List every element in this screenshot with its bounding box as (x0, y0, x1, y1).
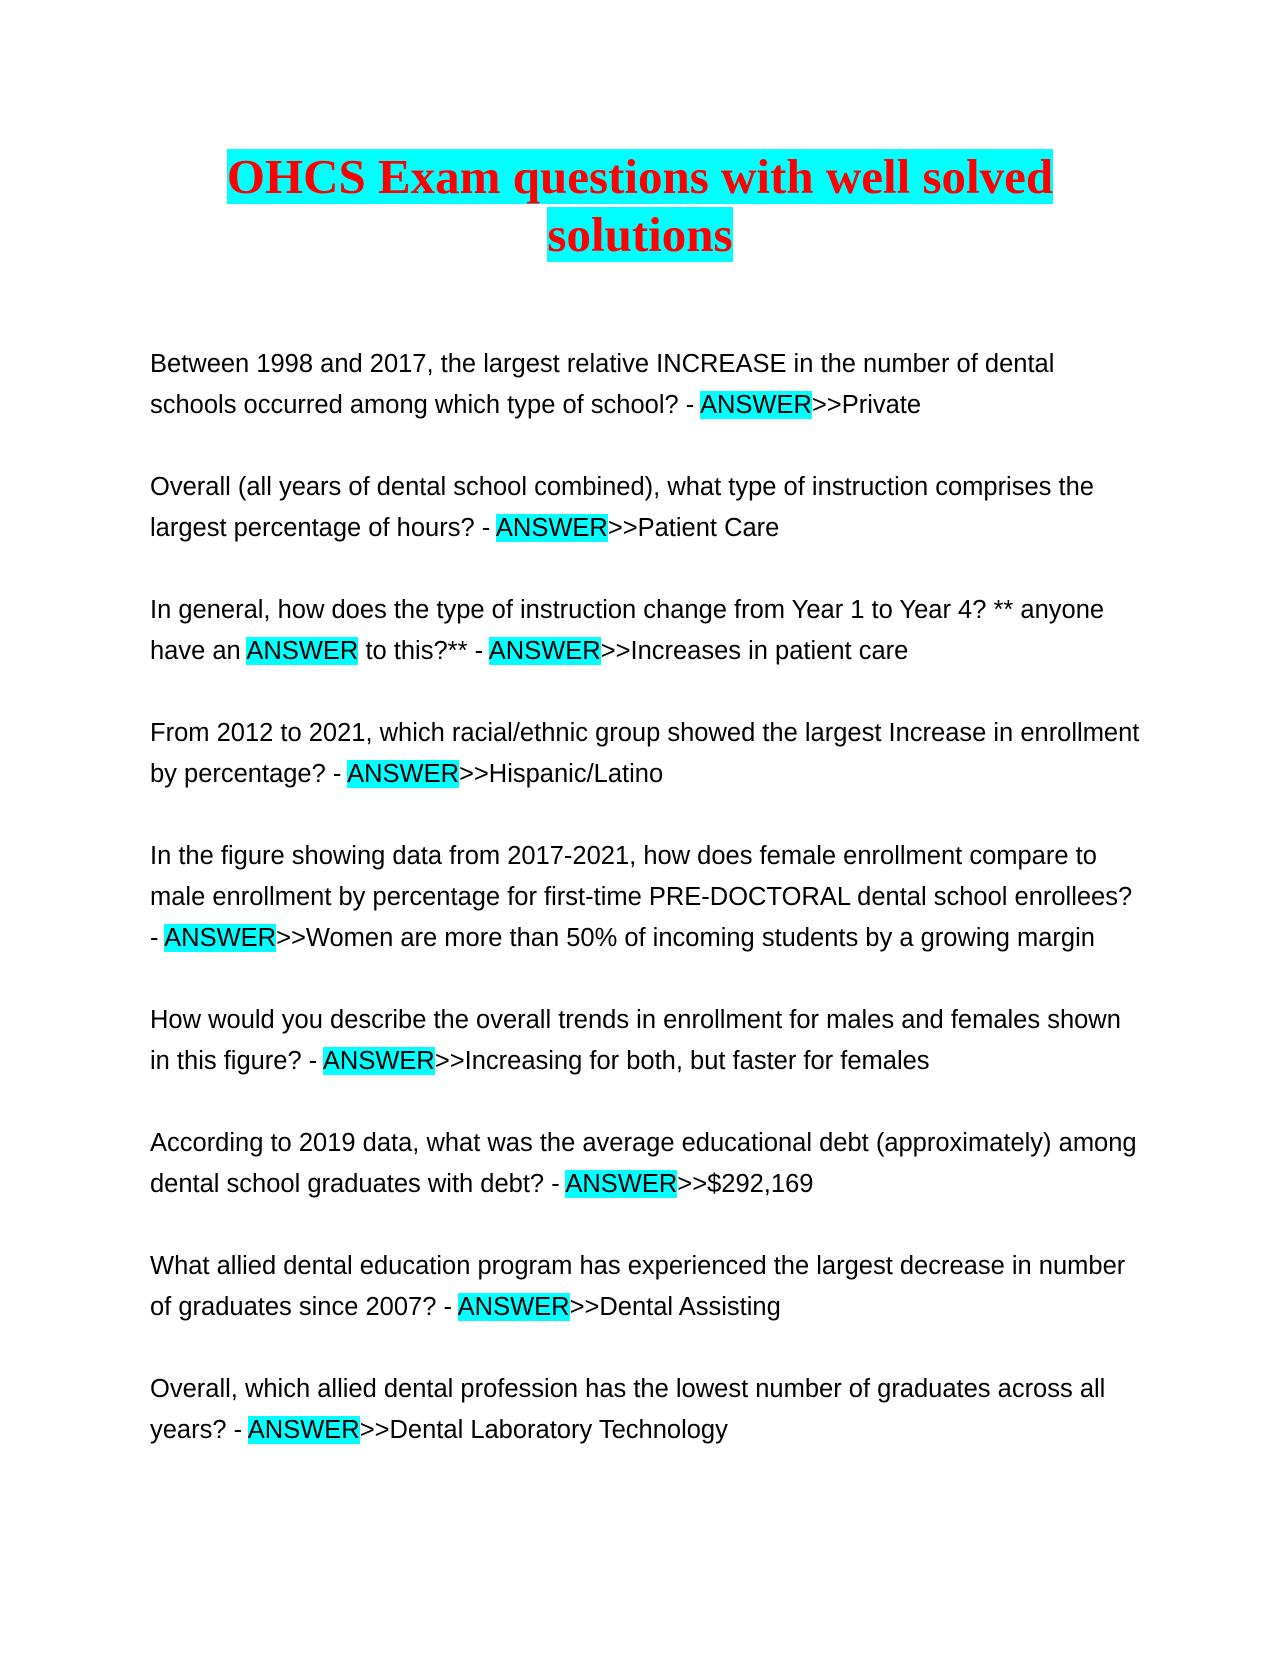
answer-label: ANSWER (347, 760, 459, 788)
answer-label: ANSWER (322, 1047, 435, 1075)
answer-text: >>$292,169 (677, 1170, 814, 1198)
answer-text: >>Private (811, 391, 922, 419)
qa-item (150, 1000, 1140, 1082)
document-title (120, 148, 1160, 264)
answer-label: ANSWER (495, 514, 608, 542)
qa-item (150, 1369, 1140, 1451)
question-text: From 2012 to 2021, which racial/ethnic group showed the largest Increase in enrollment by percentage? - (150, 719, 1140, 788)
question-text: Overall (all years of dental school combined), what type of instruction comprises the largest percentage of hours? - (150, 473, 1094, 542)
question-highlight: ANSWER (246, 637, 359, 665)
answer-label: ANSWER (457, 1293, 570, 1321)
question-text: According to 2019 data, what was the average educational debt (approximately) among dental school graduates with debt? - (150, 1129, 1137, 1198)
question-text: Overall, which allied dental profession has the lowest number of graduates across all years? - (150, 1375, 1106, 1444)
answer-text: >>Increases in patient care (600, 637, 909, 665)
question-text: Between 1998 and 2017, the largest relative INCREASE in the number of dental schools occurred among which type of school? - (150, 350, 1055, 419)
title-line-1: OHCS Exam questions with well solved (226, 149, 1054, 204)
question-text: In general, how does the type of instruction change from Year 1 to Year 4? ** anyone have an (150, 596, 1105, 665)
qa-list (150, 344, 1140, 1492)
qa-item (150, 590, 1140, 672)
answer-text: >>Women are more than 50% of incoming students by a growing margin (276, 924, 1095, 952)
answer-text: >>Patient Care (607, 514, 780, 542)
qa-item (150, 1123, 1140, 1205)
answer-label: ANSWER (164, 924, 277, 952)
answer-text: >>Increasing for both, but faster for females (434, 1047, 930, 1075)
question-text: What allied dental education program has experienced the largest decrease in number of graduates since 2007? - (150, 1252, 1126, 1321)
qa-item (150, 1246, 1140, 1328)
answer-label: ANSWER (247, 1416, 360, 1444)
answer-label: ANSWER (565, 1170, 678, 1198)
title-line-2: solutions (547, 207, 733, 262)
answer-text: >>Dental Laboratory Technology (359, 1416, 728, 1444)
question-text: How would you describe the overall trends in enrollment for males and females shown in this figure? - (150, 1006, 1121, 1075)
qa-item (150, 836, 1140, 959)
qa-item (150, 713, 1140, 795)
answer-label: ANSWER (699, 391, 812, 419)
qa-item (150, 344, 1140, 426)
answer-label: ANSWER (488, 637, 601, 665)
question-text: to this?** - (358, 637, 489, 665)
answer-text: >>Dental Assisting (569, 1293, 781, 1321)
question-text: In the figure showing data from 2017-2021, how does female enrollment compare to male enrollment by percentage for first-time PRE-DOCTORAL dental school enrollees? - (150, 842, 1133, 952)
answer-text: >>Hispanic/Latino (459, 760, 664, 788)
qa-item (150, 467, 1140, 549)
